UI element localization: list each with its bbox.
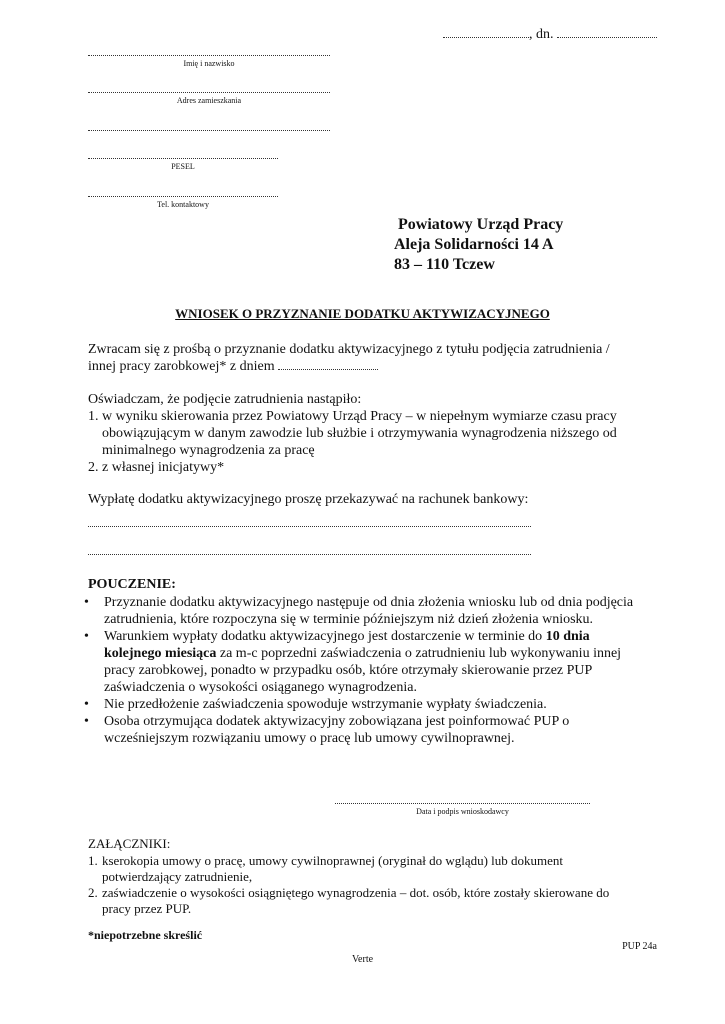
applicant-address-block [88,92,330,105]
instruction-item [84,713,648,747]
request-paragraph [88,341,668,375]
bullet-icon: • [84,629,89,644]
verte-label: Verte [351,954,374,965]
applicant-name-label: Imię i nazwisko [183,59,235,68]
instruction-section [84,576,648,747]
footnote: *niepotrzebne skreślić [88,928,203,942]
form-code: PUP 24a [622,941,657,952]
attachment-item-text: zaświadczenie o wysokości osiągniętego wynagrodzenia – dot. osób, które zostały skierowane do pracy przez PUP. [102,885,610,916]
date-field[interactable] [557,37,657,38]
instruction-item-text [104,628,648,696]
attachment-item-text: kserokopia umowy o pracę, umowy cywilnoprawnej (oryginał do wglądu) lub dokument potwierdzający zatrudnienie, [102,853,564,884]
declaration-item-text: w wyniku skierowania przez Powiatowy Urząd Pracy – w niepełnym wymiarze czasu pracy obowiązującym w danym zawodzie lub służbie i otrzymywania wynagrodzenia niższego od minimalnego wynagrodzenia za pracę [102,409,617,458]
instruction-item-text: Osoba otrzymująca dodatek aktywizacyjny zobowiązana jest poinformować PUP o wcześniejszym rozwiązaniu umowy o pracę lub umowy cywilnoprawnej. [104,714,570,746]
instruction-deadline: 10 dnia kolejnego miesiąca [104,629,590,661]
applicant-pesel-field[interactable] [88,158,278,159]
applicant-name-block [88,55,330,68]
applicant-name-field[interactable] [88,55,330,56]
applicant-phone-field[interactable] [88,196,278,197]
applicant-pesel-block [88,158,278,171]
declaration-item-number: 2. [88,460,99,475]
attachment-item [88,853,628,885]
signature-block [335,803,590,816]
applicant-address-extra-block [88,130,330,131]
bullet-icon: • [84,595,89,610]
bullet-icon: • [84,714,89,729]
applicant-address-extra-field[interactable] [88,130,330,131]
recipient-block [394,215,563,275]
declaration-section [88,391,658,476]
applicant-address-label: Adres zamieszkania [176,96,242,105]
place-field[interactable] [443,37,529,38]
instruction-item [84,594,648,628]
employment-start-date-field[interactable] [278,369,378,370]
request-line2-row [88,358,668,375]
instruction-item [84,628,648,696]
applicant-pesel-label: PESEL [171,162,195,171]
page-title: WNIOSEK O PRZYZNANIE DODATKU AKTYWIZACYJNEGO [175,306,550,321]
date-separator: , dn. [529,27,554,42]
request-line1: Zwracam się z prośbą o przyznanie dodatku aktywizacyjnego z tytułu podjęcia zatrudnienia / [88,342,610,357]
instruction-heading: POUCZENIE: [88,577,176,592]
declaration-item [88,408,658,459]
attachment-item-number: 2. [88,885,98,900]
date-line [443,27,658,43]
instruction-item-text: Przyznanie dodatku aktywizacyjnego następuje od dnia złożenia wniosku lub od dnia podjęcia zatrudnienia, które rozpoczyna się w terminie późniejszym niż dzień złożenia wniosku. [104,595,634,627]
instruction-item-text: Nie przedłożenie zaświadczenia spowoduje wstrzymanie wypłaty świadczenia. [104,697,547,712]
bank-account-line2-block [88,554,531,555]
declaration-item [88,459,658,476]
bank-account-field-line2[interactable] [88,554,531,555]
bank-account-field-line1[interactable] [88,526,531,527]
applicant-phone-label: Tel. kontaktowy [157,200,209,209]
declaration-intro: Oświadczam, że podjęcie zatrudnienia nastąpiło: [88,392,362,407]
signature-label: Data i podpis wnioskodawcy [416,807,509,816]
instruction-item-text-post: za m-c poprzedni zaświadczenia o zatrudnieniu lub wykonywaniu innej pracy zarobkowej, ponadto w przypadku osób, które otrzymały skierowanie przez PUP zaświadczenia o wysokości osiąganego wynagrodzenia. [104,646,622,695]
attachments-heading: ZAŁĄCZNIKI: [88,836,171,851]
declaration-item-number: 1. [88,409,99,424]
attachment-item [88,885,628,917]
instruction-item-text-pre: Warunkiem wypłaty dodatku aktywizacyjnego jest dostarczenie w terminie do [104,629,546,644]
attachment-item-number: 1. [88,853,98,868]
applicant-phone-block [88,196,278,209]
request-line2: innej pracy zarobkowej* z dniem [88,359,275,374]
recipient-line1: Powiatowy Urząd Pracy [398,216,564,233]
recipient-line3: 83 – 110 Tczew [394,256,495,273]
bank-account-label: Wypłatę dodatku aktywizacyjnego proszę przekazywać na rachunek bankowy: [88,492,529,507]
applicant-address-field[interactable] [88,92,330,93]
declaration-item-text: z własnej inicjatywy* [102,460,225,475]
bullet-icon: • [84,697,89,712]
instruction-item [84,696,648,713]
signature-field[interactable] [335,803,590,804]
bank-account-line1-block [88,526,531,527]
attachments-section [88,836,628,917]
recipient-line2: Aleja Solidarności 14 A [394,236,554,253]
